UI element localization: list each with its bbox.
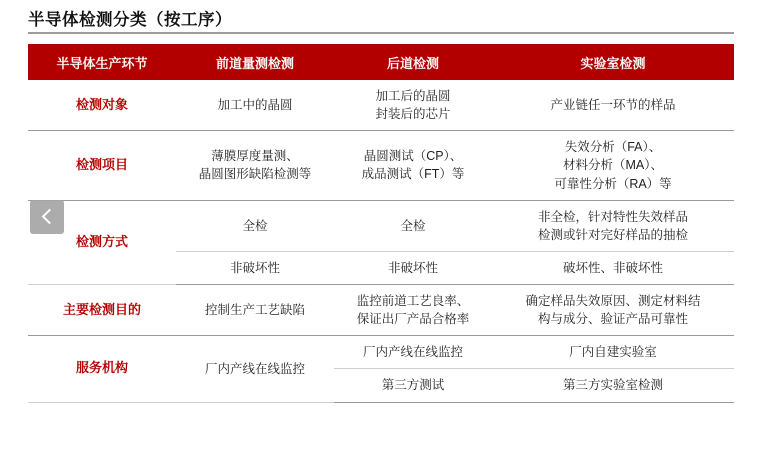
cell-purpose-front: 控制生产工艺缺陷 — [176, 285, 334, 336]
table-row — [28, 200, 734, 251]
cell-method-front-a: 全检 — [176, 200, 334, 251]
row-label-purpose: 主要检测目的 — [28, 285, 176, 336]
cell-object-lab: 产业链任一环节的样品 — [492, 80, 734, 131]
cell-service-back-b: 第三方测试 — [334, 369, 492, 402]
col-header-process: 半导体生产环节 — [28, 44, 176, 80]
cell-service-back-a: 厂内产线在线监控 — [334, 336, 492, 369]
cell-method-front-b: 非破坏性 — [176, 251, 334, 284]
cell-service-lab-a: 厂内自建实验室 — [492, 336, 734, 369]
cell-object-front: 加工中的晶圆 — [176, 80, 334, 131]
cell-method-lab-b: 破坏性、非破坏性 — [492, 251, 734, 284]
col-header-lab: 实验室检测 — [492, 44, 734, 80]
cell-method-back-a: 全检 — [334, 200, 492, 251]
prev-arrow-icon[interactable] — [30, 200, 64, 234]
title-divider — [28, 32, 734, 34]
cell-items-front: 薄膜厚度量测、 晶圆图形缺陷检测等 — [176, 131, 334, 200]
col-header-front-end: 前道量测检测 — [176, 44, 334, 80]
table-header — [28, 44, 734, 80]
semiconductor-inspection-table — [28, 44, 734, 403]
cell-service-front: 厂内产线在线监控 — [176, 336, 334, 402]
table-row — [28, 131, 734, 200]
cell-method-lab-a: 非全检，针对特性失效样品 检测或针对完好样品的抽检 — [492, 200, 734, 251]
table-row — [28, 80, 734, 131]
row-label-service-org: 服务机构 — [28, 336, 176, 402]
col-header-back-end: 后道检测 — [334, 44, 492, 80]
cell-items-back: 晶圆测试（CP）、 成品测试（FT）等 — [334, 131, 492, 200]
row-label-inspection-items: 检测项目 — [28, 131, 176, 200]
table-header-row — [28, 44, 734, 80]
cell-object-back: 加工后的晶圆 封装后的芯片 — [334, 80, 492, 131]
cell-purpose-lab: 确定样品失效原因、测定材料结 构与成分、验证产品可靠性 — [492, 285, 734, 336]
cell-items-lab: 失效分析（FA）、 材料分析（MA）、 可靠性分析（RA）等 — [492, 131, 734, 200]
table-row — [28, 285, 734, 336]
table-body — [28, 80, 734, 402]
cell-purpose-back: 监控前道工艺良率、 保证出厂产品合格率 — [334, 285, 492, 336]
cell-service-lab-b: 第三方实验室检测 — [492, 369, 734, 402]
cell-method-back-b: 非破坏性 — [334, 251, 492, 284]
page-title: 半导体检测分类（按工序） — [28, 11, 232, 29]
row-label-inspection-method: 检测方式 — [28, 200, 176, 284]
table-row — [28, 336, 734, 369]
row-label-inspection-object: 检测对象 — [28, 80, 176, 131]
